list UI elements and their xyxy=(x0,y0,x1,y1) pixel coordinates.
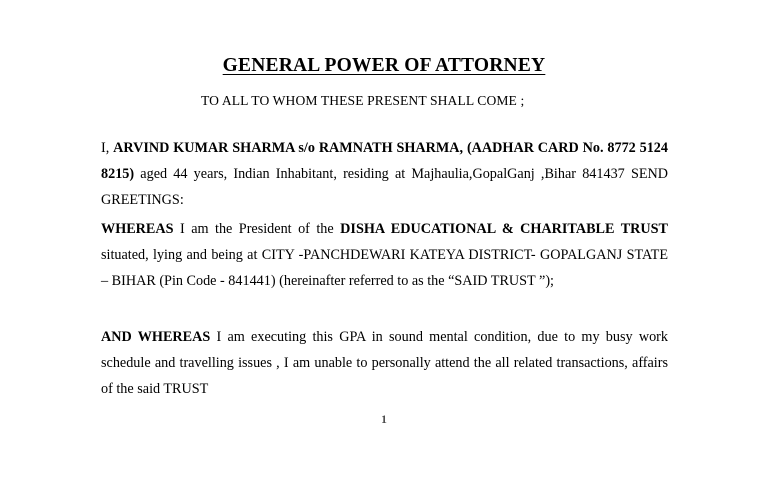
page-title-text: GENERAL POWER OF ATTORNEY xyxy=(222,55,546,77)
paragraph-and-whereas xyxy=(101,324,668,402)
paragraph-declarant xyxy=(101,135,668,213)
and-whereas-text xyxy=(101,324,668,402)
page-number: 1 xyxy=(381,414,387,426)
and-whereas-body: I am executing this GPA in sound mental condition, due to my busy work schedule and travelling issues , I am unable to personally attend the all related transactions, affairs of the said TRUST xyxy=(101,329,668,397)
declarant-text xyxy=(101,135,668,213)
whereas-text-b: situated, lying and being at CITY -PANCHDEWARI KATEYA DISTRICT- GOPALGANJ STATE – BIHAR (Pin Code - 841441) xyxy=(101,247,668,289)
trust-name: DISHA EDUCATIONAL & CHARITABLE TRUST xyxy=(340,221,668,237)
declarant-name: ARVIND KUMAR SHARMA s/o RAMNATH SHARMA, (AADHAR CARD No. 8772 5124 8215) xyxy=(101,140,668,182)
whereas-text-c: (hereinafter referred to as the “SAID TRUST ”); xyxy=(275,273,554,289)
and-whereas-label: AND WHEREAS xyxy=(101,329,211,345)
declarant-lead: I, xyxy=(101,140,114,156)
whereas-label: WHEREAS xyxy=(101,221,174,237)
page-title xyxy=(0,55,768,77)
document-subtitle: TO ALL TO WHOM THESE PRESENT SHALL COME ; xyxy=(201,93,525,108)
declarant-rest: aged 44 years, Indian Inhabitant, residing at Majhaulia,GopalGanj ,Bihar 841437 SEND GREETINGS: xyxy=(101,166,668,208)
paragraph-whereas xyxy=(101,216,668,294)
whereas-text-a: I am the President of the xyxy=(173,221,341,237)
whereas-text xyxy=(101,216,668,294)
